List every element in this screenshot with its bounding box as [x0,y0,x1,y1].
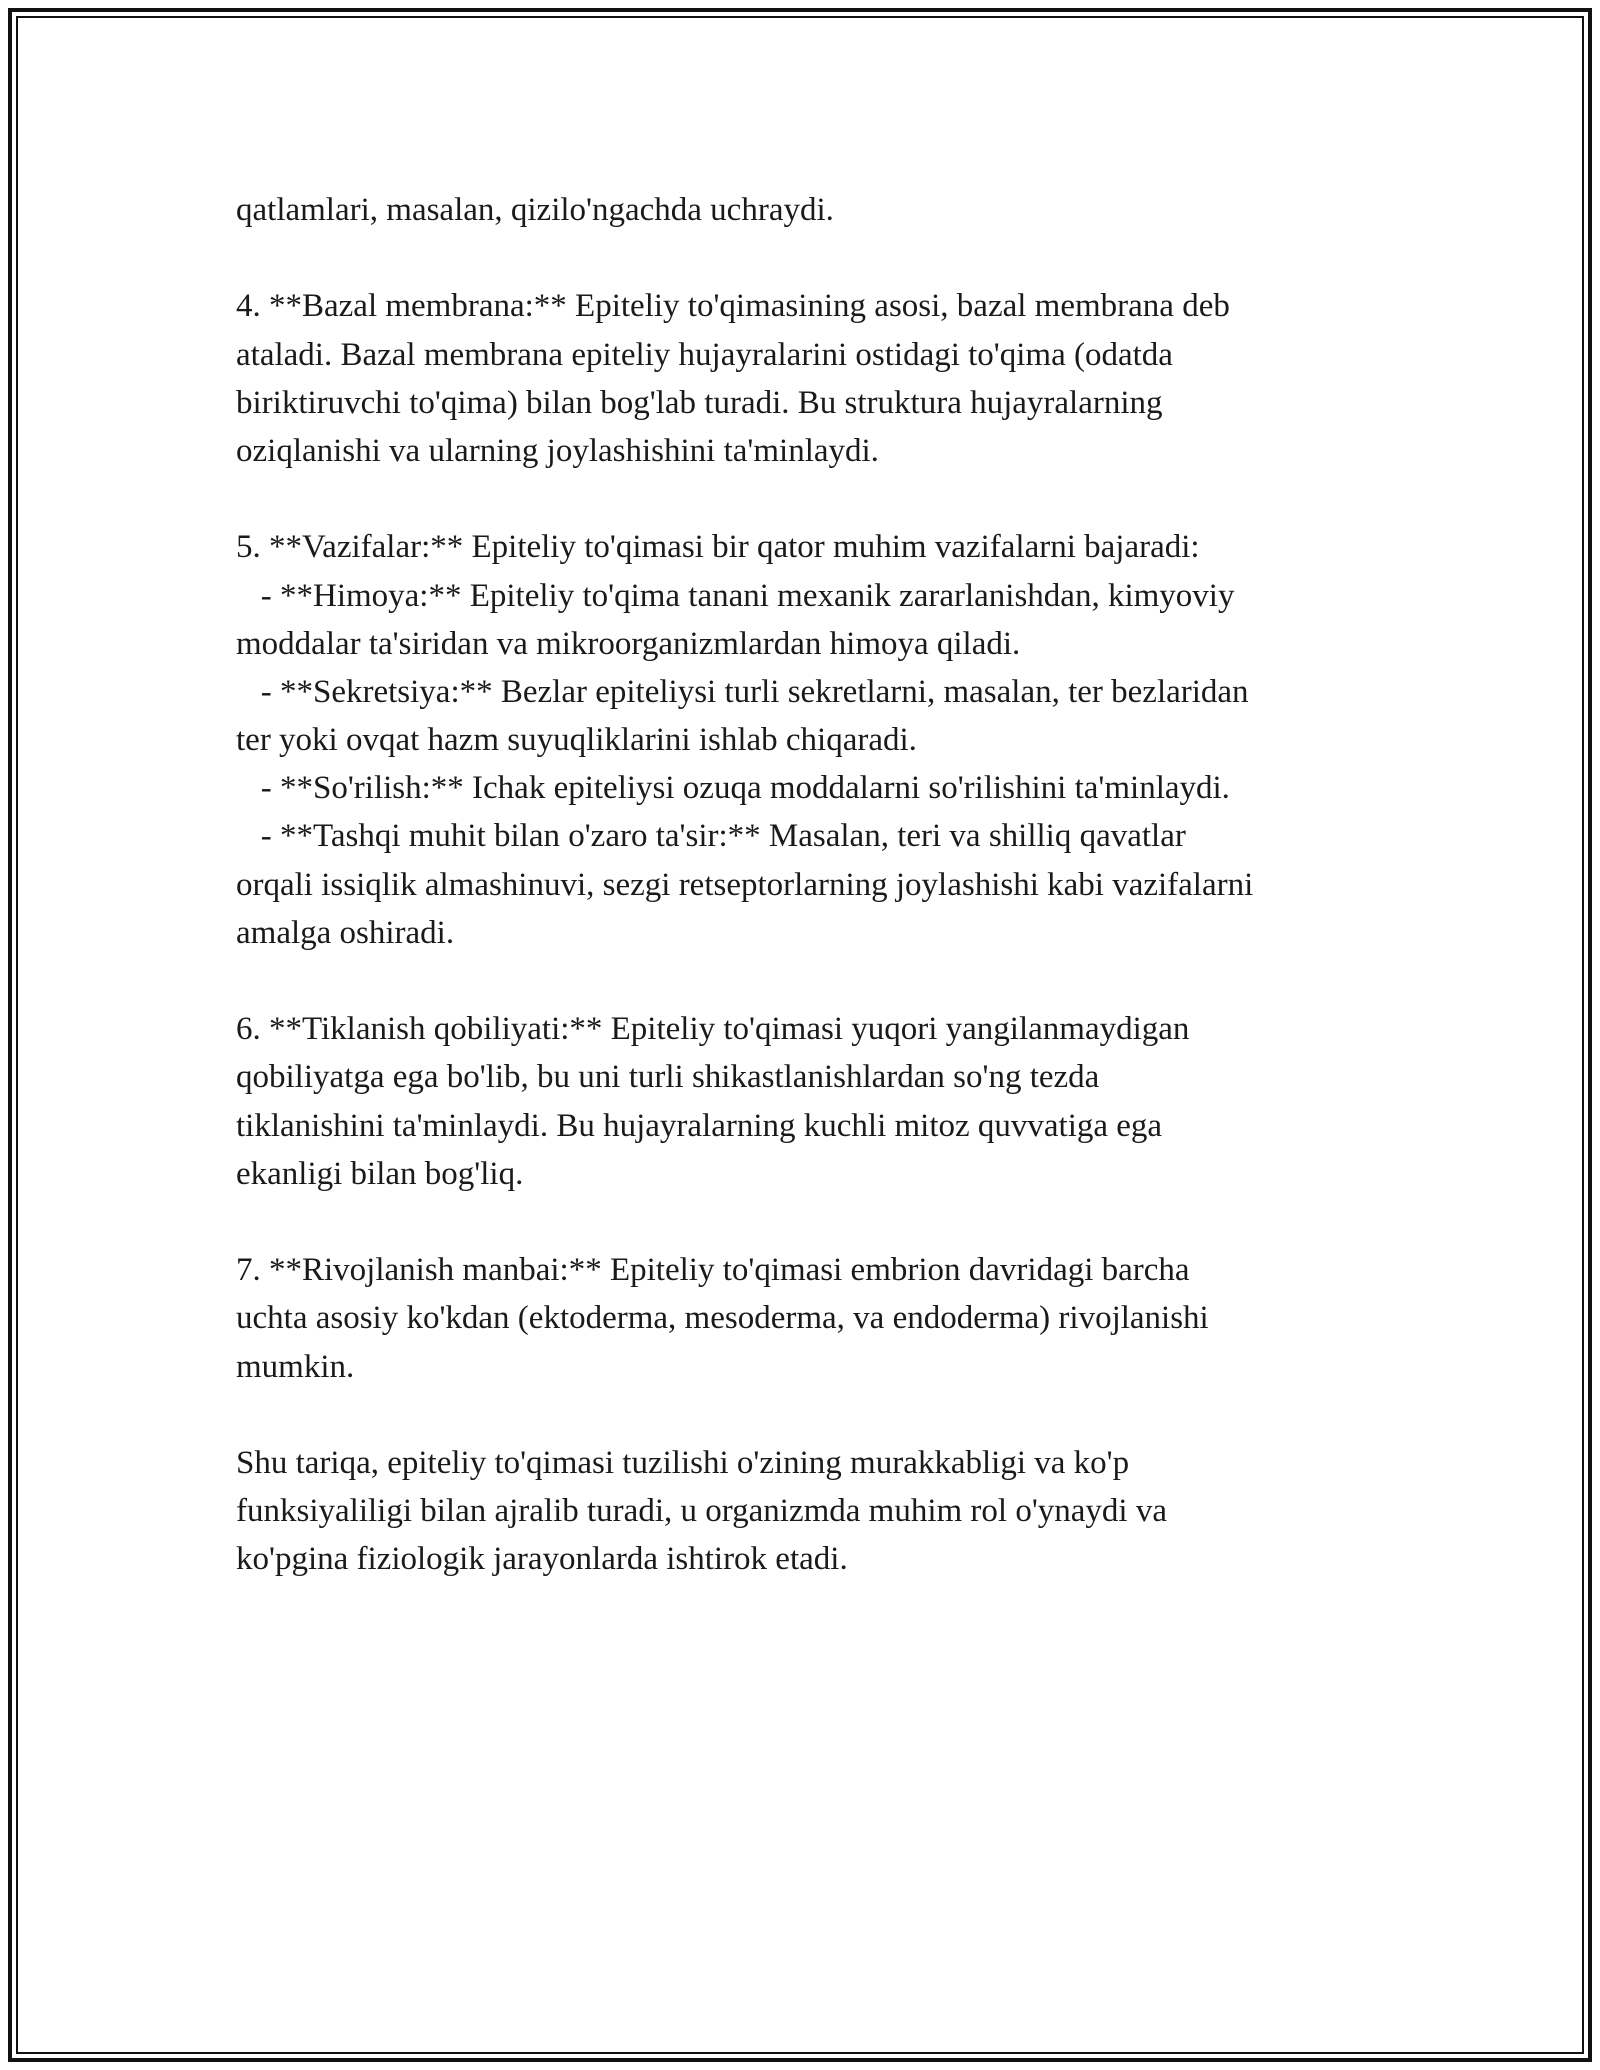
text-line: ataladi. Bazal membrana epiteliy hujayralarini ostidagi to'qima (odatda [236,336,1173,373]
document-body [236,186,1376,1583]
text-line: moddalar ta'siridan va mikroorganizmlardan himoya qiladi. [236,625,1021,662]
text-line: qatlamlari, masalan, qizilo'ngachda uchraydi. [236,192,834,228]
text-line: ko'pgina fiziologik jarayonlarda ishtirok etadi. [236,1541,848,1578]
text-line: tiklanishini ta'minlaydi. Bu hujayralarning kuchli mitoz quvvatiga ega [236,1107,1163,1144]
paragraph-gap [236,1198,1376,1246]
text-line: - **Tashqi muhit bilan o'zaro ta'sir:** Masalan, teri va shilliq qavatlar [236,818,1186,855]
text-line: Shu tariqa, epiteliy to'qimasi tuzilishi o'zining murakkabligi va ko'p [236,1444,1130,1481]
paragraph-gap [236,957,1376,1005]
text-line: oziqlanishi va ularning joylashishini ta'minlaydi. [236,432,879,469]
text-line: orqali issiqlik almashinuvi, sezgi retseptorlarning joylashishi kabi vazifalarni [236,866,1254,903]
text-line: uchta asosiy ko'kdan (ektoderma, mesoderma, va endoderma) rivojlanishi [236,1300,1209,1337]
text-line: - **So'rilish:** Ichak epiteliysi ozuqa moddalarni so'rilishini ta'minlaydi. [236,770,1230,807]
text-line: 5. **Vazifalar:** Epiteliy to'qimasi bir qator muhim vazifalarni bajaradi: [236,529,1200,566]
text-line: mumkin. [236,1348,355,1385]
text-line: 4. **Bazal membrana:** Epiteliy to'qimasining asosi, bazal membrana deb [236,288,1230,325]
text-line: amalga oshiradi. [236,914,455,951]
text-line: funksiyaliligi bilan ajralib turadi, u organizmda muhim rol o'ynaydi va [236,1493,1167,1530]
text-line: - **Sekretsiya:** Bezlar epiteliysi turli sekretlarni, masalan, ter bezlaridan [236,673,1249,710]
text-line: 7. **Rivojlanish manbai:** Epiteliy to'qimasi embrion davridagi barcha [236,1252,1190,1289]
paragraph-gap [236,1391,1376,1439]
paragraph-gap [236,234,1376,282]
paragraph-gap [236,475,1376,523]
text-line: biriktiruvchi to'qima) bilan bog'lab turadi. Bu struktura hujayralarning [236,384,1163,421]
text-line: ekanligi bilan bog'liq. [236,1155,524,1192]
text-line: - **Himoya:** Epiteliy to'qima tanani mexanik zararlanishdan, kimyoviy [236,577,1235,614]
text-line: qobiliyatga ega bo'lib, bu uni turli shikastlanishlardan so'ng tezda [236,1059,1100,1096]
text-line: 6. **Tiklanish qobiliyati:** Epiteliy to'qimasi yuqori yangilanmaydigan [236,1011,1190,1048]
text-line: ter yoki ovqat hazm suyuqliklarini ishlab chiqaradi. [236,722,917,759]
